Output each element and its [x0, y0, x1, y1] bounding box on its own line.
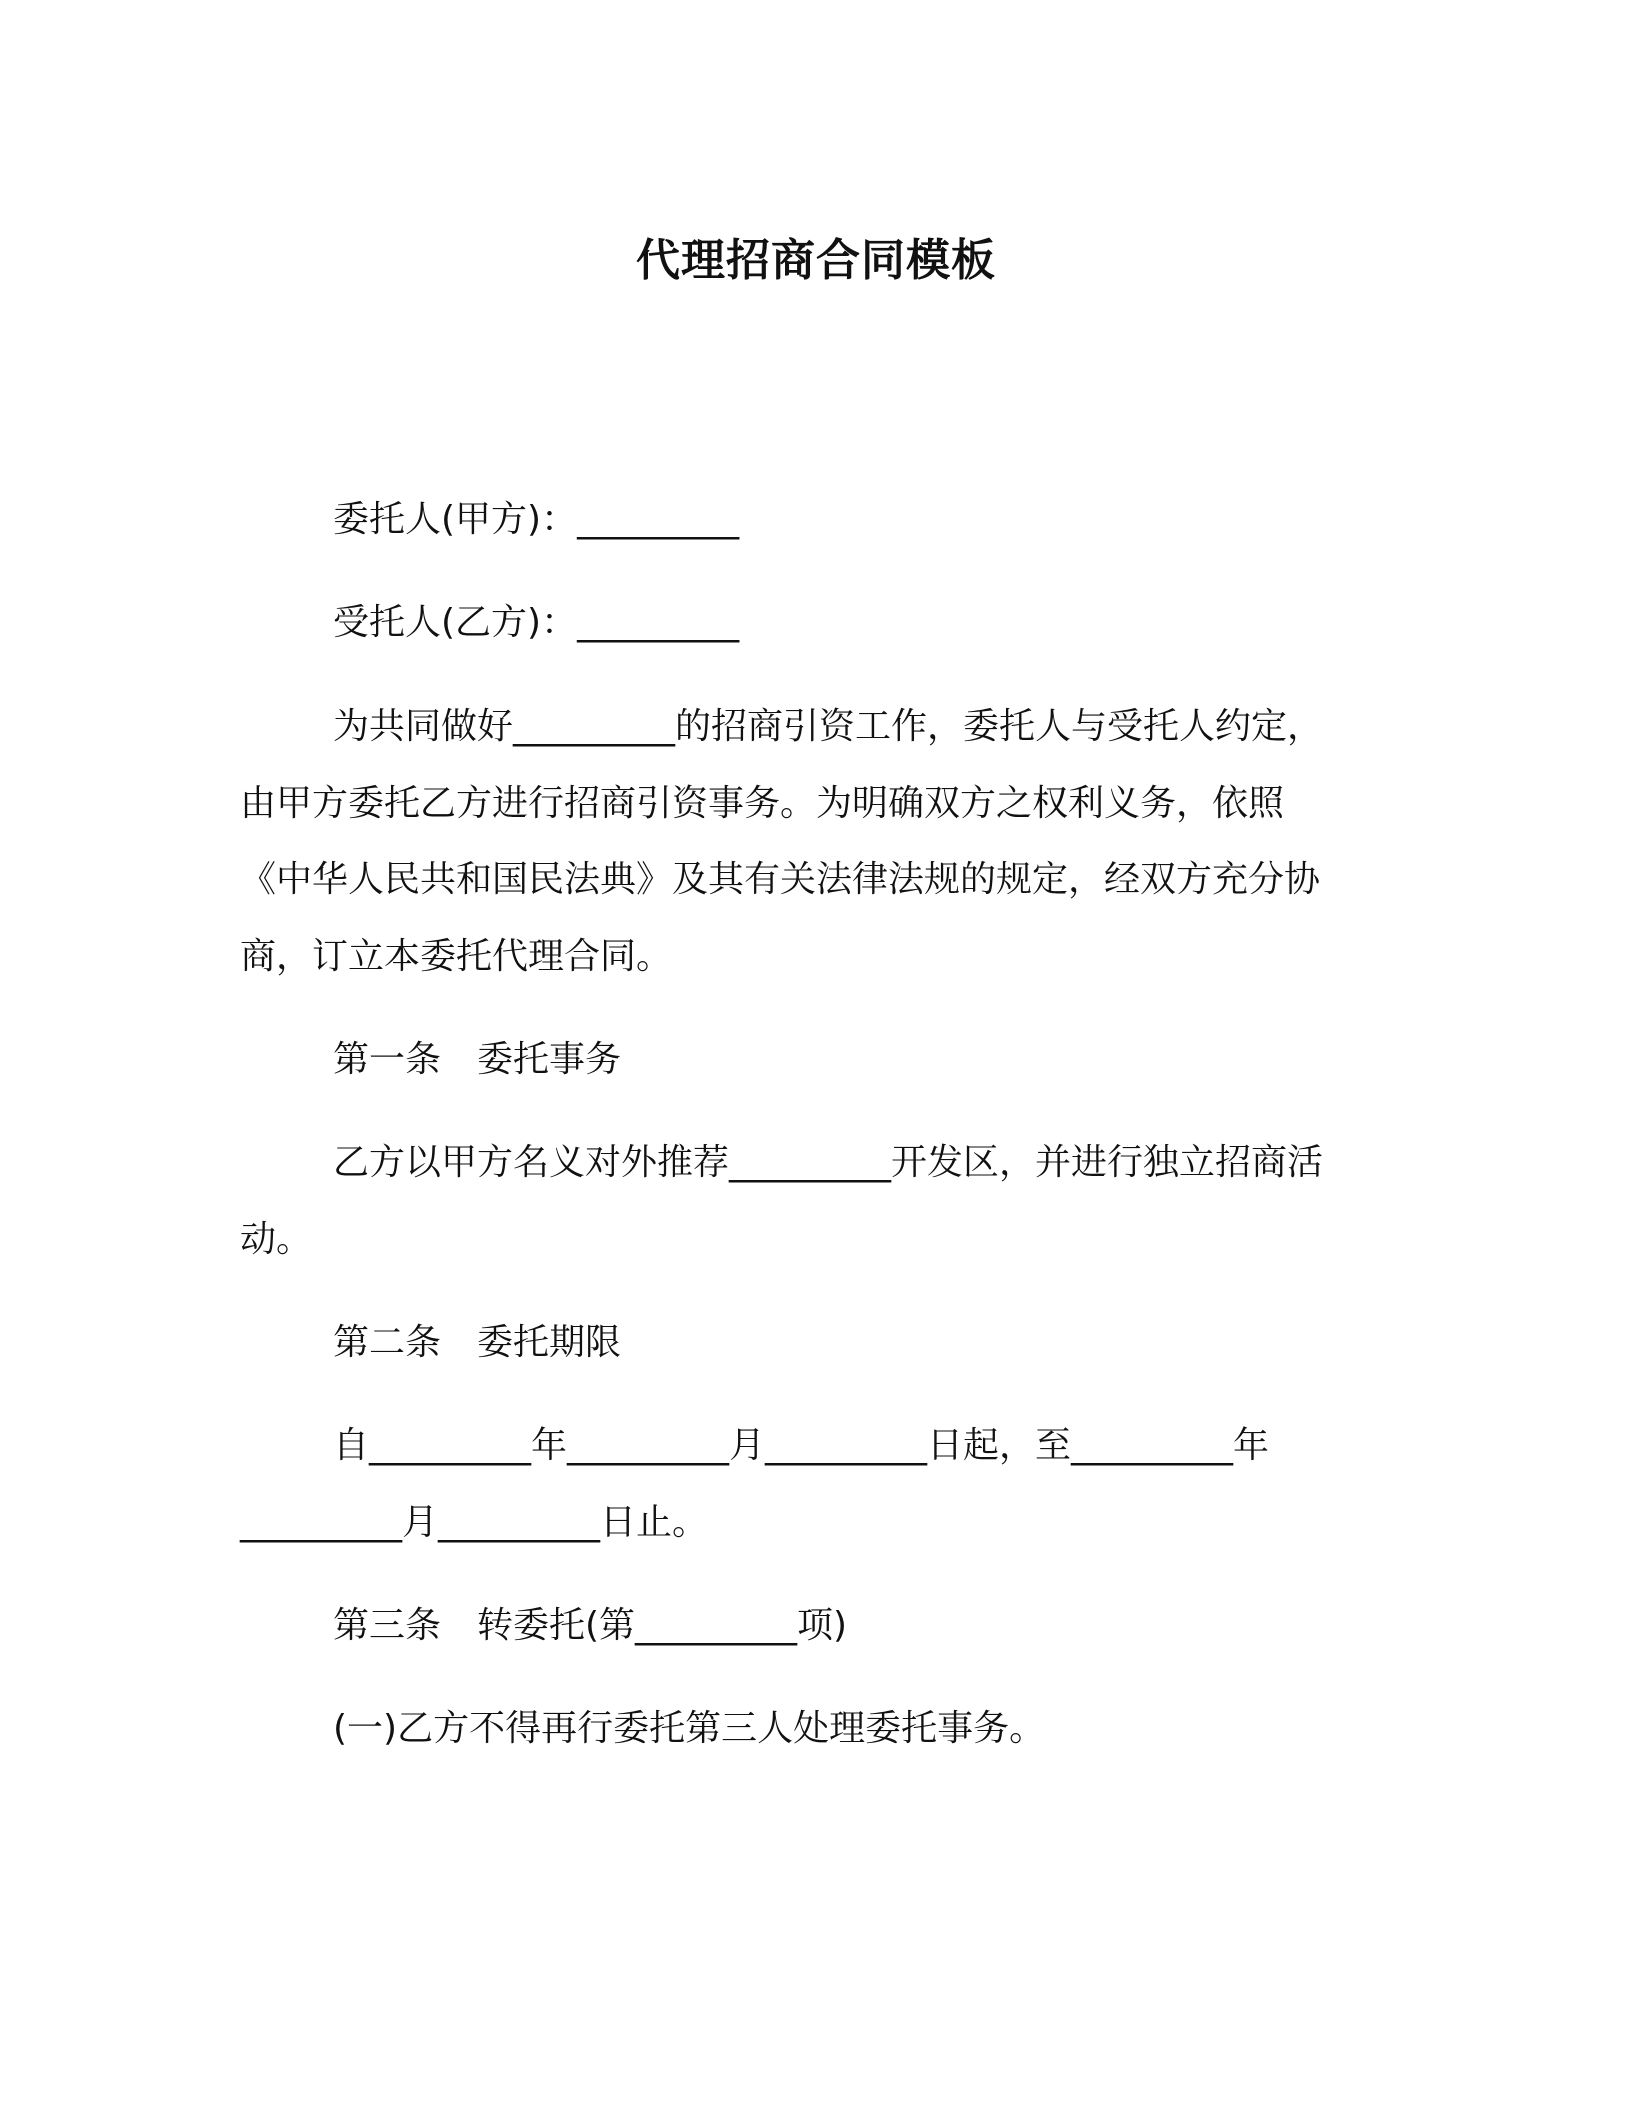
- agent-party-b-line: 受托人(乙方)：_________: [333, 602, 740, 643]
- article-1-line-1: 乙方以甲方名义对外推荐_________开发区，并进行独立招商活: [333, 1142, 1324, 1183]
- principal-party-a-line: 委托人(甲方)：_________: [333, 499, 740, 540]
- preamble-line-4: 商，订立本委托代理合同。: [240, 936, 673, 977]
- article-1-line-2: 动。: [240, 1219, 313, 1260]
- article-2-line-1: 自_________年_________月_________日起，至_________年: [333, 1425, 1270, 1466]
- article-2-heading: 第二条 委托期限: [333, 1322, 622, 1363]
- article-3-item-1: (一)乙方不得再行委托第三人处理委托事务。: [333, 1708, 1046, 1749]
- document-title: 代理招商合同模板: [636, 235, 996, 286]
- article-3-heading: 第三条 转委托(第_________项): [333, 1605, 848, 1646]
- preamble-line-1: 为共同做好_________的招商引资工作，委托人与受托人约定，: [333, 706, 1324, 747]
- article-1-heading: 第一条 委托事务: [333, 1039, 622, 1080]
- preamble-line-2: 由甲方委托乙方进行招商引资事务。为明确双方之权利义务，依照: [240, 783, 1285, 824]
- article-2-line-2: _________月_________日止。: [240, 1502, 709, 1543]
- preamble-line-3: 《中华人民共和国民法典》及其有关法律法规的规定，经双方充分协: [240, 859, 1321, 900]
